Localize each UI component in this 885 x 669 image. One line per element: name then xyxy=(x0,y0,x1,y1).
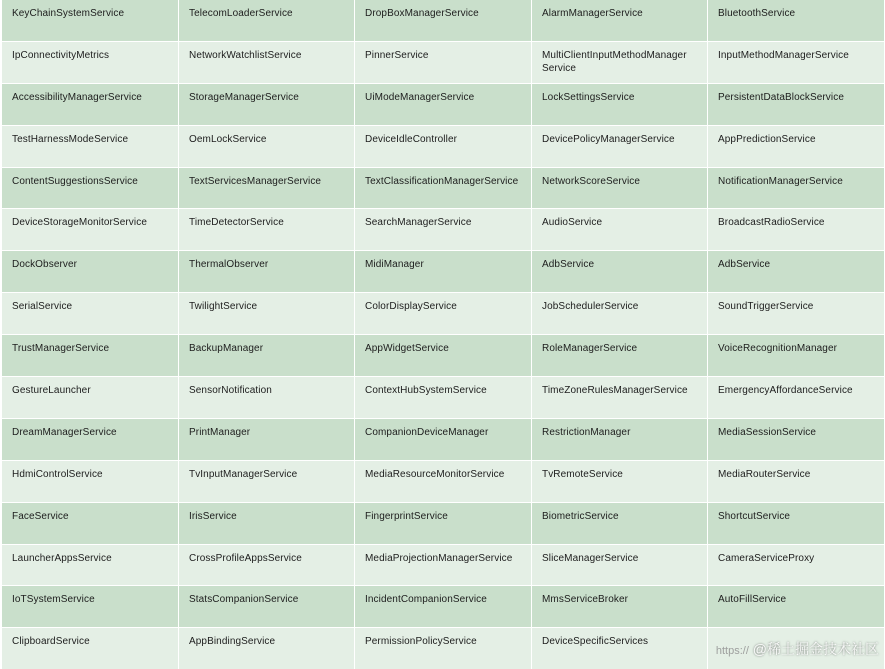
table-cell: CompanionDeviceManager xyxy=(355,419,531,460)
table-cell: MultiClientInputMethodManager Service xyxy=(532,42,707,83)
table-cell: IncidentCompanionService xyxy=(355,586,531,627)
table-cell: TestHarnessModeService xyxy=(2,126,178,167)
table-cell: SliceManagerService xyxy=(532,545,707,586)
table-cell: PermissionPolicyService xyxy=(355,628,531,669)
table-cell: InputMethodManagerService xyxy=(708,42,884,83)
table-cell: TvRemoteService xyxy=(532,461,707,502)
table-cell: ClipboardService xyxy=(2,628,178,669)
table-cell: SearchManagerService xyxy=(355,209,531,250)
table-cell: AutoFillService xyxy=(708,586,884,627)
table-cell: ShortcutService xyxy=(708,503,884,544)
table-cell: LauncherAppsService xyxy=(2,545,178,586)
table-cell: StorageManagerService xyxy=(179,84,354,125)
watermark-text: @稀土掘金技术社区 xyxy=(752,641,879,657)
table-cell: SoundTriggerService xyxy=(708,293,884,334)
table-cell: SensorNotification xyxy=(179,377,354,418)
table-cell: PinnerService xyxy=(355,42,531,83)
table-cell: TextServicesManagerService xyxy=(179,168,354,209)
table-cell: ContextHubSystemService xyxy=(355,377,531,418)
table-cell: BluetoothService xyxy=(708,0,884,41)
table-cell: MediaResourceMonitorService xyxy=(355,461,531,502)
table-cell: TimeDetectorService xyxy=(179,209,354,250)
table-cell: TextClassificationManagerService xyxy=(355,168,531,209)
table-cell: PersistentDataBlockService xyxy=(708,84,884,125)
table-cell: DreamManagerService xyxy=(2,419,178,460)
table-cell: CrossProfileAppsService xyxy=(179,545,354,586)
table-cell: TimeZoneRulesManagerService xyxy=(532,377,707,418)
table-cell: RestrictionManager xyxy=(532,419,707,460)
watermark xyxy=(716,639,879,659)
table-cell: FingerprintService xyxy=(355,503,531,544)
table-cell: BackupManager xyxy=(179,335,354,376)
table-cell: BroadcastRadioService xyxy=(708,209,884,250)
table-cell: AccessibilityManagerService xyxy=(2,84,178,125)
table-cell: NetworkScoreService xyxy=(532,168,707,209)
table-cell: IoTSystemService xyxy=(2,586,178,627)
table-cell: MediaRouterService xyxy=(708,461,884,502)
table-cell: BiometricService xyxy=(532,503,707,544)
table-cell: ThermalObserver xyxy=(179,251,354,292)
table-cell: IpConnectivityMetrics xyxy=(2,42,178,83)
table-cell: DeviceSpecificServices xyxy=(532,628,707,669)
table-cell: CameraServiceProxy xyxy=(708,545,884,586)
table-cell: KeyChainSystemService xyxy=(2,0,178,41)
table-cell: UiModeManagerService xyxy=(355,84,531,125)
table-cell: FaceService xyxy=(2,503,178,544)
table-cell: TvInputManagerService xyxy=(179,461,354,502)
table-cell: MmsServiceBroker xyxy=(532,586,707,627)
table-cell: AppPredictionService xyxy=(708,126,884,167)
table-cell: MediaProjectionManagerService xyxy=(355,545,531,586)
table-cell: MidiManager xyxy=(355,251,531,292)
table-cell: IrisService xyxy=(179,503,354,544)
table-cell: JobSchedulerService xyxy=(532,293,707,334)
watermark-url: https:// xyxy=(715,645,749,657)
table-cell: DropBoxManagerService xyxy=(355,0,531,41)
table-cell: TelecomLoaderService xyxy=(179,0,354,41)
table-cell: OemLockService xyxy=(179,126,354,167)
table-cell: ColorDisplayService xyxy=(355,293,531,334)
table-cell: DevicePolicyManagerService xyxy=(532,126,707,167)
table-cell: TwilightService xyxy=(179,293,354,334)
table-cell: SerialService xyxy=(2,293,178,334)
table-cell: AppBindingService xyxy=(179,628,354,669)
table-cell: AdbService xyxy=(708,251,884,292)
table-cell: TrustManagerService xyxy=(2,335,178,376)
table-cell: GestureLauncher xyxy=(2,377,178,418)
table-cell: DockObserver xyxy=(2,251,178,292)
table-cell: AudioService xyxy=(532,209,707,250)
service-table xyxy=(2,0,883,669)
table-cell: StatsCompanionService xyxy=(179,586,354,627)
table-cell: NetworkWatchlistService xyxy=(179,42,354,83)
table-cell: ContentSuggestionsService xyxy=(2,168,178,209)
table-cell: LockSettingsService xyxy=(532,84,707,125)
table-cell: EmergencyAffordanceService xyxy=(708,377,884,418)
table-cell: AdbService xyxy=(532,251,707,292)
table-cell: DeviceStorageMonitorService xyxy=(2,209,178,250)
table-cell: VoiceRecognitionManager xyxy=(708,335,884,376)
table-cell: NotificationManagerService xyxy=(708,168,884,209)
table-cell: AppWidgetService xyxy=(355,335,531,376)
table-cell: RoleManagerService xyxy=(532,335,707,376)
table-cell: DeviceIdleController xyxy=(355,126,531,167)
table-cell: MediaSessionService xyxy=(708,419,884,460)
table-cell: AlarmManagerService xyxy=(532,0,707,41)
table-cell: PrintManager xyxy=(179,419,354,460)
table-cell: HdmiControlService xyxy=(2,461,178,502)
